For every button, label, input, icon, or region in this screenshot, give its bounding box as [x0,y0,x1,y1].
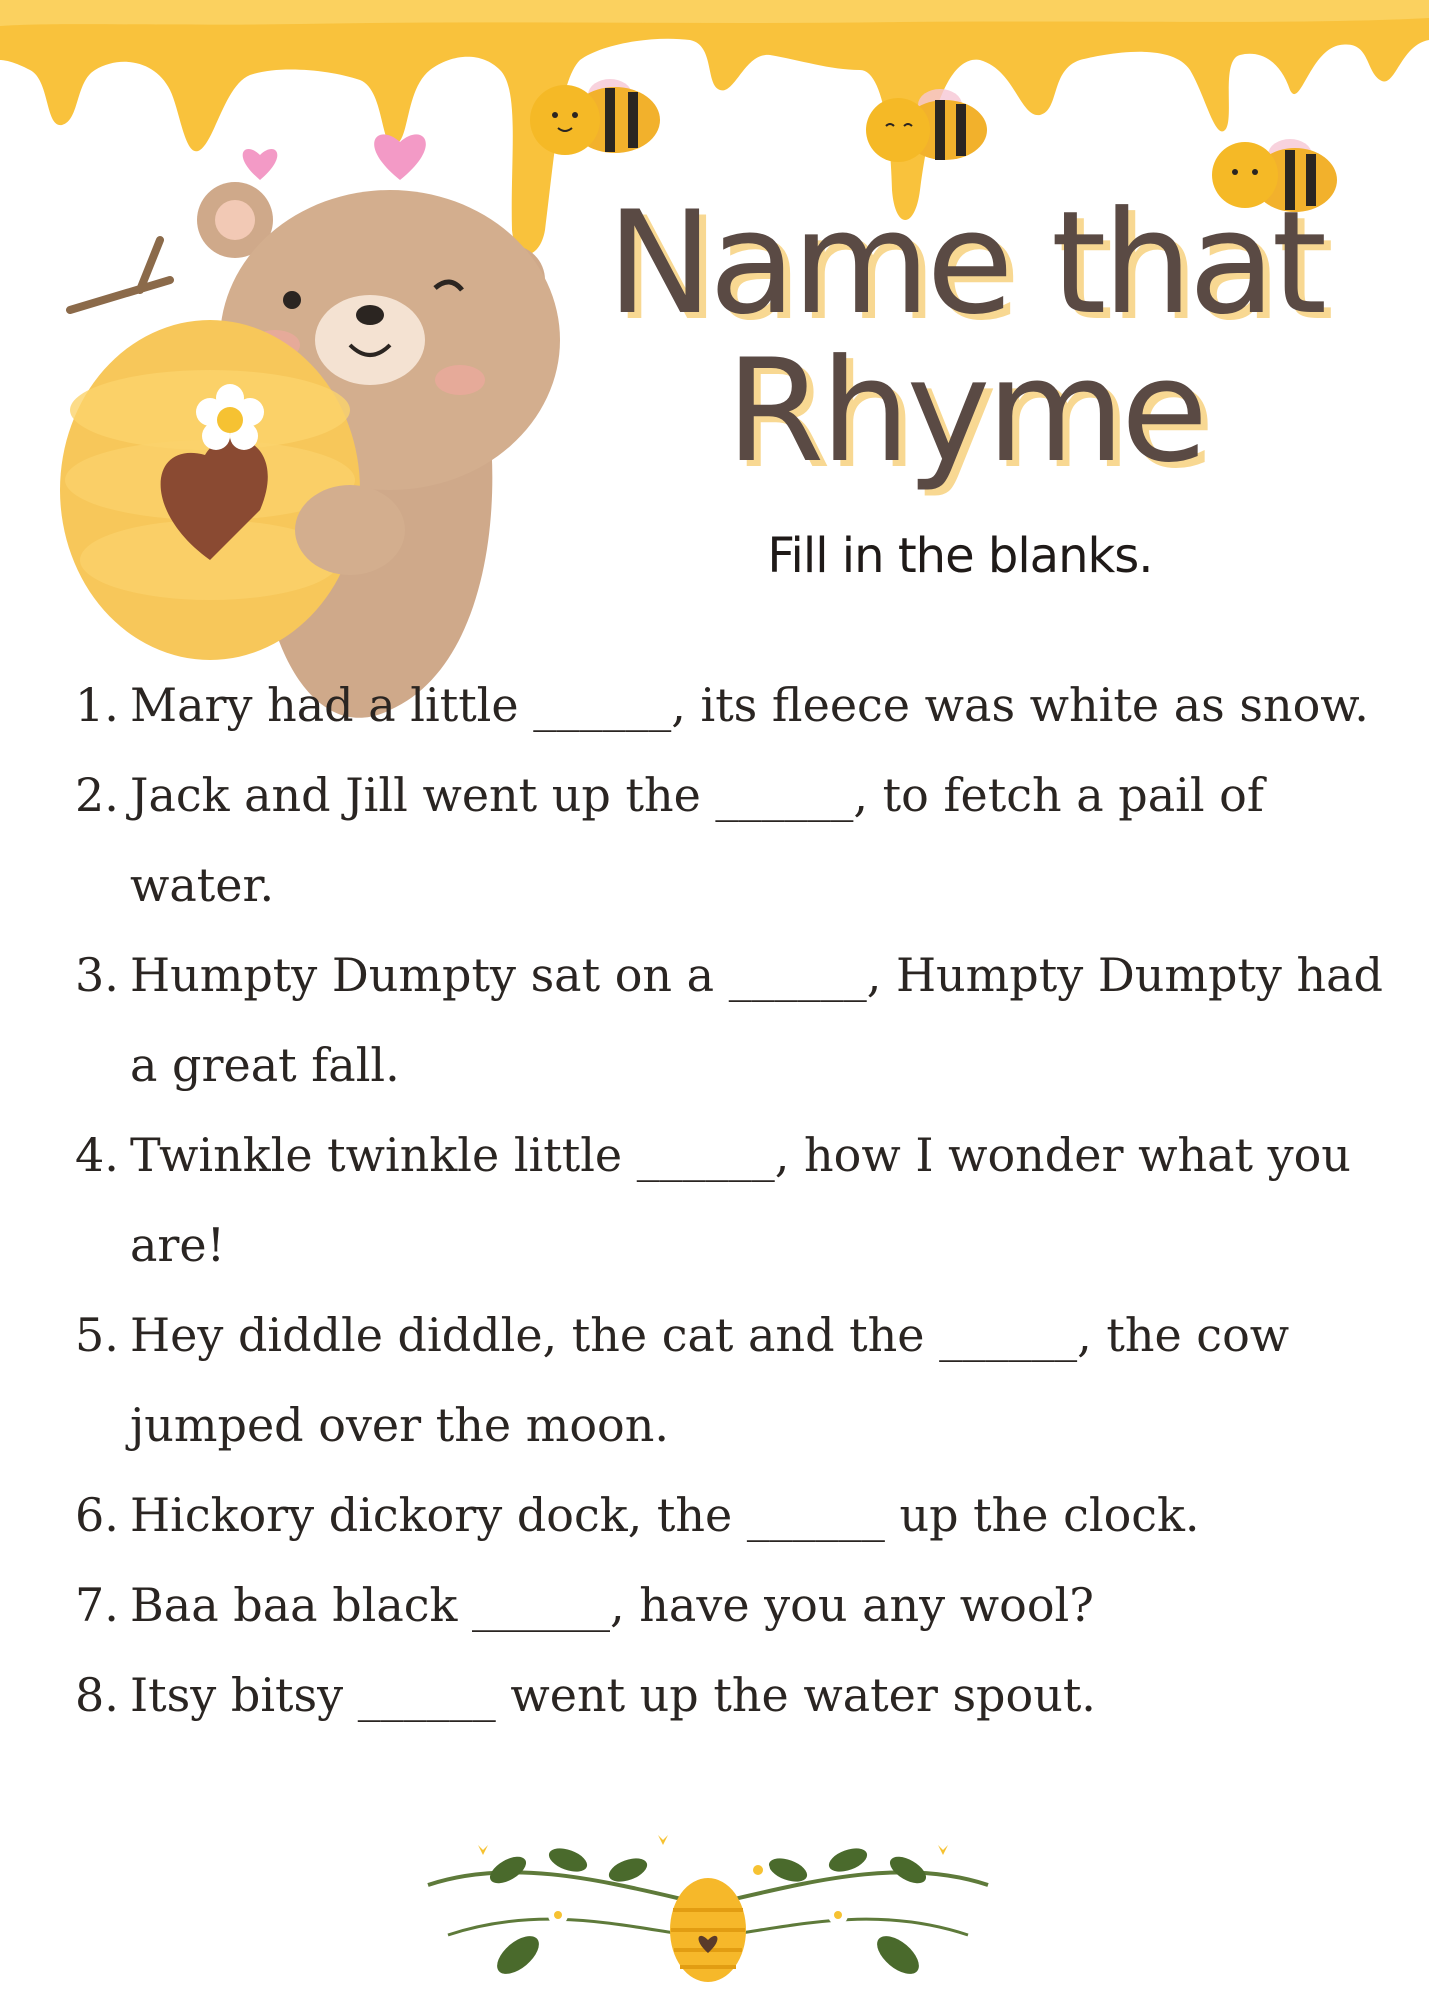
rhyme-number: 8. [75,1668,119,1722]
rhyme-number: 2. [75,768,119,822]
bear-with-honeypot-illustration [60,110,560,750]
page-title [545,181,1385,494]
rhyme-item [75,660,1395,750]
instructions: Fill in the blanks. [767,528,1153,584]
rhyme-number: 1. [75,678,119,732]
rhyme-text: Humpty Dumpty sat on a ______, Humpty Dumpty had a great fall. [130,948,1384,1092]
rhyme-item [75,1560,1395,1650]
rhyme-text: Mary had a little ______, its fleece was white as snow. [130,678,1369,732]
beehive-floral-decoration [418,1815,998,1990]
bee-icon [866,89,987,162]
rhyme-item [75,930,1395,1110]
rhyme-item [75,750,1395,930]
beehive-icon [670,1878,746,1982]
rhyme-item [75,1110,1395,1290]
rhyme-text: Hey diddle diddle, the cat and the ______, the cow jumped over the moon. [130,1308,1290,1452]
rhyme-number: 7. [75,1578,119,1632]
rhyme-list [75,660,1395,1740]
rhyme-text: Hickory dickory dock, the ______ up the clock. [130,1488,1200,1542]
rhyme-text: Twinkle twinkle little ______, how I wonder what you are! [130,1128,1351,1272]
rhyme-text: Itsy bitsy ______ went up the water spout. [130,1668,1096,1722]
title-line-1: Name that [606,181,1324,346]
rhyme-text: Jack and Jill went up the ______, to fetch a pail of water. [130,768,1264,912]
rhyme-item [75,1290,1395,1470]
title-line-2: Rhyme [725,329,1205,494]
rhyme-text: Baa baa black ______, have you any wool? [130,1578,1094,1632]
rhyme-item [75,1470,1395,1560]
rhyme-number: 3. [75,948,119,1002]
rhyme-number: 5. [75,1308,119,1362]
rhyme-number: 6. [75,1488,119,1542]
rhyme-item [75,1650,1395,1740]
rhyme-number: 4. [75,1128,119,1182]
